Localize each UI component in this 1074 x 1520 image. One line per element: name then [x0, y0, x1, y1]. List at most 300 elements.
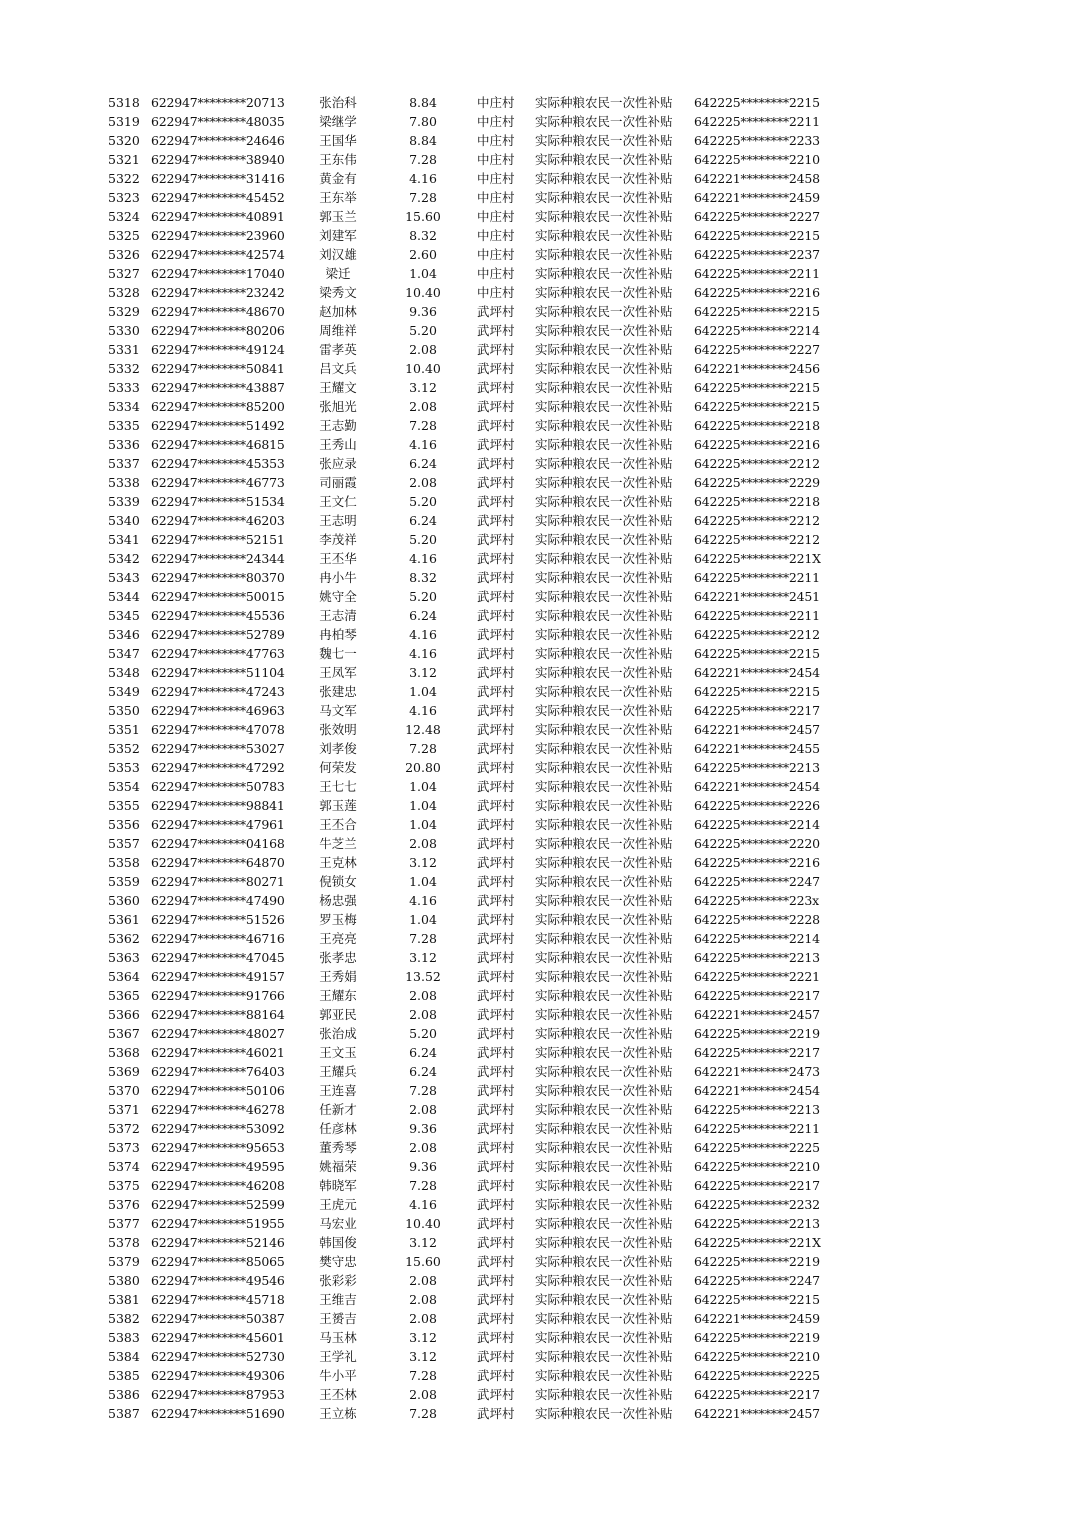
subsidy-type: 实际种粮农民一次性补贴	[535, 380, 673, 395]
row-number: 5378	[108, 1235, 140, 1250]
subsidy-amount: 3.12	[409, 855, 437, 870]
table-row	[0, 549, 1074, 568]
subsidy-amount: 5.20	[409, 589, 437, 604]
subsidy-type: 实际种粮农民一次性补贴	[535, 95, 673, 110]
farmer-name: 姚福荣	[319, 1159, 357, 1174]
id-number: 642225********2213	[694, 950, 820, 965]
subsidy-amount: 4.16	[409, 1197, 437, 1212]
id-number: 642225********2217	[694, 1178, 820, 1193]
farmer-name: 魏七一	[319, 646, 357, 661]
village-name: 武坪村	[477, 893, 515, 908]
id-number: 642225********2226	[694, 798, 820, 813]
subsidy-amount: 3.12	[409, 380, 437, 395]
account-number: 622947********46963	[151, 703, 285, 718]
id-number: 642225********2218	[694, 418, 820, 433]
village-name: 武坪村	[477, 380, 515, 395]
row-number: 5381	[108, 1292, 140, 1307]
id-number: 642225********221X	[694, 551, 821, 566]
subsidy-type: 实际种粮农民一次性补贴	[535, 513, 673, 528]
subsidy-amount: 15.60	[405, 209, 441, 224]
id-number: 642225********2237	[694, 247, 820, 262]
row-number: 5385	[108, 1368, 140, 1383]
row-number: 5325	[108, 228, 140, 243]
village-name: 武坪村	[477, 304, 515, 319]
table-row	[0, 1385, 1074, 1404]
subsidy-amount: 2.08	[409, 988, 437, 1003]
subsidy-amount: 2.60	[409, 247, 437, 262]
row-number: 5379	[108, 1254, 140, 1269]
subsidy-amount: 7.28	[409, 1406, 437, 1421]
subsidy-amount: 2.08	[409, 836, 437, 851]
account-number: 622947********45353	[151, 456, 285, 471]
row-number: 5383	[108, 1330, 140, 1345]
row-number: 5368	[108, 1045, 140, 1060]
account-number: 622947********45718	[151, 1292, 285, 1307]
account-number: 622947********52146	[151, 1235, 285, 1250]
table-row	[0, 929, 1074, 948]
village-name: 武坪村	[477, 323, 515, 338]
id-number: 642225********2215	[694, 1292, 820, 1307]
account-number: 622947********91766	[151, 988, 285, 1003]
village-name: 武坪村	[477, 1330, 515, 1345]
village-name: 武坪村	[477, 684, 515, 699]
subsidy-amount: 7.28	[409, 190, 437, 205]
row-number: 5327	[108, 266, 140, 281]
id-number: 642225********2229	[694, 475, 820, 490]
table-row	[0, 644, 1074, 663]
row-number: 5357	[108, 836, 140, 851]
id-number: 642221********2459	[694, 190, 820, 205]
table-row	[0, 378, 1074, 397]
id-number: 642221********2457	[694, 722, 820, 737]
subsidy-amount: 1.04	[409, 798, 437, 813]
row-number: 5318	[108, 95, 140, 110]
subsidy-type: 实际种粮农民一次性补贴	[535, 722, 673, 737]
farmer-name: 郭玉莲	[319, 798, 357, 813]
account-number: 622947********51534	[151, 494, 285, 509]
account-number: 622947********64870	[151, 855, 285, 870]
id-number: 642225********2210	[694, 1159, 820, 1174]
table-row	[0, 568, 1074, 587]
table-row	[0, 226, 1074, 245]
subsidy-amount: 5.20	[409, 494, 437, 509]
village-name: 武坪村	[477, 475, 515, 490]
farmer-name: 张效明	[319, 722, 357, 737]
farmer-name: 王耀东	[319, 988, 357, 1003]
account-number: 622947********38940	[151, 152, 285, 167]
id-number: 642225********2217	[694, 1045, 820, 1060]
id-number: 642225********2214	[694, 323, 820, 338]
farmer-name: 王志明	[319, 513, 357, 528]
farmer-name: 王亮亮	[319, 931, 357, 946]
village-name: 中庄村	[477, 209, 515, 224]
row-number: 5343	[108, 570, 140, 585]
table-row	[0, 1081, 1074, 1100]
village-name: 武坪村	[477, 1121, 515, 1136]
village-name: 武坪村	[477, 741, 515, 756]
subsidy-amount: 2.08	[409, 1102, 437, 1117]
id-number: 642225********2216	[694, 285, 820, 300]
table-row	[0, 359, 1074, 378]
table-row	[0, 587, 1074, 606]
table-row	[0, 302, 1074, 321]
id-number: 642225********2213	[694, 1216, 820, 1231]
village-name: 武坪村	[477, 589, 515, 604]
id-number: 642225********2215	[694, 684, 820, 699]
account-number: 622947********76403	[151, 1064, 285, 1079]
subsidy-amount: 5.20	[409, 1026, 437, 1041]
subsidy-type: 实际种粮农民一次性补贴	[535, 342, 673, 357]
farmer-name: 王秀娟	[319, 969, 357, 984]
subsidy-type: 实际种粮农民一次性补贴	[535, 1349, 673, 1364]
subsidy-type: 实际种粮农民一次性补贴	[535, 1026, 673, 1041]
row-number: 5335	[108, 418, 140, 433]
account-number: 622947********51955	[151, 1216, 285, 1231]
account-number: 622947********51104	[151, 665, 285, 680]
row-number: 5380	[108, 1273, 140, 1288]
row-number: 5319	[108, 114, 140, 129]
subsidy-type: 实际种粮农民一次性补贴	[535, 418, 673, 433]
farmer-name: 张治成	[319, 1026, 357, 1041]
id-number: 642225********2210	[694, 152, 820, 167]
table-row	[0, 1309, 1074, 1328]
id-number: 642221********2457	[694, 1406, 820, 1421]
account-number: 622947********95653	[151, 1140, 285, 1155]
id-number: 642225********2211	[694, 114, 820, 129]
farmer-name: 马玉林	[319, 1330, 357, 1345]
table-row	[0, 112, 1074, 131]
village-name: 武坪村	[477, 779, 515, 794]
table-row	[0, 1024, 1074, 1043]
subsidy-amount: 1.04	[409, 912, 437, 927]
village-name: 武坪村	[477, 1216, 515, 1231]
row-number: 5352	[108, 741, 140, 756]
table-row	[0, 986, 1074, 1005]
row-number: 5375	[108, 1178, 140, 1193]
subsidy-type: 实际种粮农民一次性补贴	[535, 1159, 673, 1174]
subsidy-type: 实际种粮农民一次性补贴	[535, 817, 673, 832]
farmer-name: 司丽霞	[319, 475, 357, 490]
table-row	[0, 245, 1074, 264]
farmer-name: 任彦林	[319, 1121, 357, 1136]
subsidy-amount: 6.24	[409, 1064, 437, 1079]
subsidy-type: 实际种粮农民一次性补贴	[535, 798, 673, 813]
account-number: 622947********50106	[151, 1083, 285, 1098]
row-number: 5374	[108, 1159, 140, 1174]
subsidy-type: 实际种粮农民一次性补贴	[535, 1007, 673, 1022]
account-number: 622947********47078	[151, 722, 285, 737]
subsidy-type: 实际种粮农民一次性补贴	[535, 1235, 673, 1250]
table-row	[0, 169, 1074, 188]
village-name: 武坪村	[477, 760, 515, 775]
account-number: 622947********48027	[151, 1026, 285, 1041]
farmer-name: 牛小平	[319, 1368, 357, 1383]
subsidy-amount: 7.28	[409, 1178, 437, 1193]
account-number: 622947********50841	[151, 361, 285, 376]
subsidy-amount: 2.08	[409, 1140, 437, 1155]
subsidy-type: 实际种粮农民一次性补贴	[535, 475, 673, 490]
account-number: 622947********46773	[151, 475, 285, 490]
table-row	[0, 93, 1074, 112]
village-name: 武坪村	[477, 1007, 515, 1022]
subsidy-amount: 7.28	[409, 931, 437, 946]
subsidy-type: 实际种粮农民一次性补贴	[535, 228, 673, 243]
row-number: 5359	[108, 874, 140, 889]
farmer-name: 王志勤	[319, 418, 357, 433]
subsidy-amount: 10.40	[405, 285, 441, 300]
table-row	[0, 188, 1074, 207]
table-row	[0, 150, 1074, 169]
village-name: 武坪村	[477, 836, 515, 851]
account-number: 622947********80271	[151, 874, 285, 889]
subsidy-amount: 6.24	[409, 1045, 437, 1060]
subsidy-type: 实际种粮农民一次性补贴	[535, 1368, 673, 1383]
subsidy-type: 实际种粮农民一次性补贴	[535, 760, 673, 775]
table-row	[0, 473, 1074, 492]
account-number: 622947********46716	[151, 931, 285, 946]
subsidy-type: 实际种粮农民一次性补贴	[535, 665, 673, 680]
farmer-name: 王学礼	[319, 1349, 357, 1364]
table-row	[0, 720, 1074, 739]
account-number: 622947********52151	[151, 532, 285, 547]
subsidy-type: 实际种粮农民一次性补贴	[535, 1140, 673, 1155]
id-number: 642225********2210	[694, 1349, 820, 1364]
village-name: 武坪村	[477, 1064, 515, 1079]
account-number: 622947********52599	[151, 1197, 285, 1212]
account-number: 622947********48035	[151, 114, 285, 129]
id-number: 642225********221X	[694, 1235, 821, 1250]
subsidy-type: 实际种粮农民一次性补贴	[535, 1083, 673, 1098]
row-number: 5360	[108, 893, 140, 908]
account-number: 622947********47292	[151, 760, 285, 775]
id-number: 642225********2221	[694, 969, 820, 984]
farmer-name: 王秀山	[319, 437, 357, 452]
village-name: 武坪村	[477, 399, 515, 414]
account-number: 622947********52789	[151, 627, 285, 642]
farmer-name: 梁迁	[325, 266, 351, 281]
account-number: 622947********80370	[151, 570, 285, 585]
subsidy-type: 实际种粮农民一次性补贴	[535, 247, 673, 262]
subsidy-amount: 4.16	[409, 646, 437, 661]
table-row	[0, 834, 1074, 853]
subsidy-amount: 1.04	[409, 779, 437, 794]
subsidy-type: 实际种粮农民一次性补贴	[535, 893, 673, 908]
farmer-name: 王七七	[319, 779, 357, 794]
row-number: 5354	[108, 779, 140, 794]
village-name: 中庄村	[477, 133, 515, 148]
subsidy-type: 实际种粮农民一次性补贴	[535, 1330, 673, 1345]
village-name: 中庄村	[477, 247, 515, 262]
id-number: 642225********2218	[694, 494, 820, 509]
subsidy-amount: 1.04	[409, 874, 437, 889]
row-number: 5332	[108, 361, 140, 376]
account-number: 622947********47490	[151, 893, 285, 908]
id-number: 642225********2233	[694, 133, 820, 148]
table-row	[0, 1214, 1074, 1233]
farmer-name: 姚守全	[319, 589, 357, 604]
subsidy-amount: 2.08	[409, 475, 437, 490]
farmer-name: 张旭光	[319, 399, 357, 414]
table-row	[0, 1138, 1074, 1157]
account-number: 622947********42574	[151, 247, 285, 262]
row-number: 5349	[108, 684, 140, 699]
farmer-name: 王立栋	[319, 1406, 357, 1421]
village-name: 武坪村	[477, 494, 515, 509]
row-number: 5387	[108, 1406, 140, 1421]
table-row	[0, 321, 1074, 340]
account-number: 622947********87953	[151, 1387, 285, 1402]
subsidy-amount: 3.12	[409, 1235, 437, 1250]
table-row	[0, 1347, 1074, 1366]
farmer-name: 赵加林	[319, 304, 357, 319]
row-number: 5324	[108, 209, 140, 224]
subsidy-amount: 4.16	[409, 551, 437, 566]
subsidy-amount: 20.80	[405, 760, 441, 775]
subsidy-amount: 6.24	[409, 456, 437, 471]
account-number: 622947********45601	[151, 1330, 285, 1345]
village-name: 武坪村	[477, 1311, 515, 1326]
row-number: 5336	[108, 437, 140, 452]
row-number: 5353	[108, 760, 140, 775]
row-number: 5386	[108, 1387, 140, 1402]
table-row	[0, 454, 1074, 473]
farmer-name: 樊守忠	[319, 1254, 357, 1269]
subsidy-amount: 9.36	[409, 1121, 437, 1136]
subsidy-amount: 15.60	[405, 1254, 441, 1269]
table-row	[0, 1062, 1074, 1081]
id-number: 642225********2212	[694, 532, 820, 547]
row-number: 5334	[108, 399, 140, 414]
row-number: 5348	[108, 665, 140, 680]
id-number: 642225********2212	[694, 627, 820, 642]
table-row	[0, 435, 1074, 454]
farmer-name: 董秀琴	[319, 1140, 357, 1155]
subsidy-amount: 3.12	[409, 1330, 437, 1345]
account-number: 622947********47961	[151, 817, 285, 832]
account-number: 622947********31416	[151, 171, 285, 186]
village-name: 武坪村	[477, 703, 515, 718]
id-number: 642225********2215	[694, 228, 820, 243]
id-number: 642225********2211	[694, 570, 820, 585]
id-number: 642225********2216	[694, 437, 820, 452]
subsidy-type: 实际种粮农民一次性补贴	[535, 456, 673, 471]
subsidy-type: 实际种粮农民一次性补贴	[535, 1045, 673, 1060]
table-row	[0, 1252, 1074, 1271]
subsidy-type: 实际种粮农民一次性补贴	[535, 323, 673, 338]
row-number: 5347	[108, 646, 140, 661]
village-name: 武坪村	[477, 551, 515, 566]
village-name: 武坪村	[477, 1197, 515, 1212]
row-number: 5384	[108, 1349, 140, 1364]
account-number: 622947********52730	[151, 1349, 285, 1364]
account-number: 622947********46021	[151, 1045, 285, 1060]
subsidy-type: 实际种粮农民一次性补贴	[535, 836, 673, 851]
village-name: 武坪村	[477, 1387, 515, 1402]
table-row	[0, 606, 1074, 625]
id-number: 642221********2473	[694, 1064, 820, 1079]
account-number: 622947********49124	[151, 342, 285, 357]
village-name: 武坪村	[477, 608, 515, 623]
subsidy-type: 实际种粮农民一次性补贴	[535, 589, 673, 604]
subsidy-type: 实际种粮农民一次性补贴	[535, 133, 673, 148]
account-number: 622947********53092	[151, 1121, 285, 1136]
subsidy-amount: 12.48	[405, 722, 441, 737]
account-number: 622947********24646	[151, 133, 285, 148]
village-name: 武坪村	[477, 855, 515, 870]
id-number: 642225********2232	[694, 1197, 820, 1212]
table-row	[0, 397, 1074, 416]
subsidy-type: 实际种粮农民一次性补贴	[535, 570, 673, 585]
farmer-name: 雷孝英	[319, 342, 357, 357]
row-number: 5372	[108, 1121, 140, 1136]
farmer-name: 郭玉兰	[319, 209, 357, 224]
table-row	[0, 340, 1074, 359]
row-number: 5365	[108, 988, 140, 1003]
account-number: 622947********49546	[151, 1273, 285, 1288]
row-number: 5326	[108, 247, 140, 262]
subsidy-amount: 3.12	[409, 1349, 437, 1364]
farmer-name: 刘建军	[319, 228, 357, 243]
subsidy-type: 实际种粮农民一次性补贴	[535, 779, 673, 794]
account-number: 622947********45536	[151, 608, 285, 623]
village-name: 中庄村	[477, 114, 515, 129]
id-number: 642221********2456	[694, 361, 820, 376]
id-number: 642225********2215	[694, 399, 820, 414]
village-name: 武坪村	[477, 722, 515, 737]
account-number: 622947********51526	[151, 912, 285, 927]
subsidy-type: 实际种粮农民一次性补贴	[535, 551, 673, 566]
id-number: 642225********2227	[694, 342, 820, 357]
account-number: 622947********46815	[151, 437, 285, 452]
subsidy-type: 实际种粮农民一次性补贴	[535, 741, 673, 756]
subsidy-amount: 2.08	[409, 1387, 437, 1402]
id-number: 642225********2211	[694, 266, 820, 281]
village-name: 武坪村	[477, 1140, 515, 1155]
table-row	[0, 416, 1074, 435]
village-name: 武坪村	[477, 570, 515, 585]
village-name: 武坪村	[477, 1235, 515, 1250]
subsidy-amount: 1.04	[409, 684, 437, 699]
id-number: 642225********2217	[694, 988, 820, 1003]
subsidy-type: 实际种粮农民一次性补贴	[535, 1311, 673, 1326]
row-number: 5355	[108, 798, 140, 813]
id-number: 642225********2217	[694, 703, 820, 718]
id-number: 642225********2213	[694, 760, 820, 775]
id-number: 642225********2215	[694, 304, 820, 319]
id-number: 642225********223x	[694, 893, 820, 908]
village-name: 武坪村	[477, 950, 515, 965]
account-number: 622947********04168	[151, 836, 285, 851]
farmer-name: 梁继学	[319, 114, 357, 129]
subsidy-type: 实际种粮农民一次性补贴	[535, 114, 673, 129]
subsidy-type: 实际种粮农民一次性补贴	[535, 646, 673, 661]
village-name: 中庄村	[477, 171, 515, 186]
subsidy-amount: 2.08	[409, 1311, 437, 1326]
subsidy-amount: 4.16	[409, 893, 437, 908]
table-row	[0, 948, 1074, 967]
row-number: 5367	[108, 1026, 140, 1041]
village-name: 中庄村	[477, 152, 515, 167]
row-number: 5382	[108, 1311, 140, 1326]
subsidy-type: 实际种粮农民一次性补贴	[535, 1064, 673, 1079]
subsidy-amount: 1.04	[409, 266, 437, 281]
farmer-name: 张孝忠	[319, 950, 357, 965]
subsidy-type: 实际种粮农民一次性补贴	[535, 931, 673, 946]
account-number: 622947********49157	[151, 969, 285, 984]
row-number: 5350	[108, 703, 140, 718]
table-row	[0, 1290, 1074, 1309]
table-row	[0, 625, 1074, 644]
